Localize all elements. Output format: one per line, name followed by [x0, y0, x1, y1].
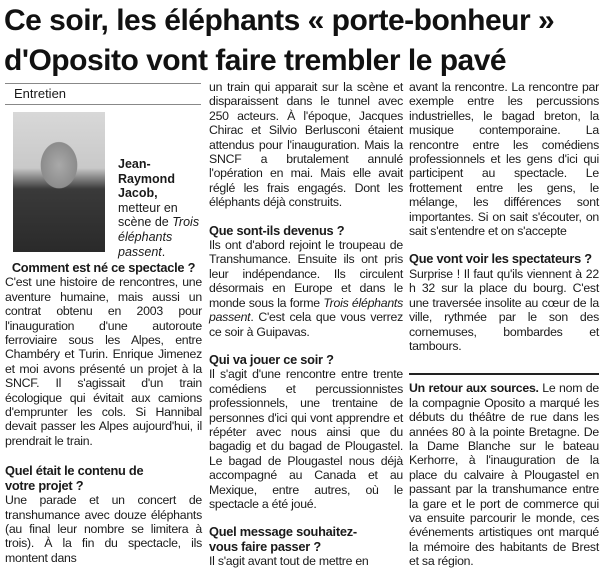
- answer-5: Il s'agit avant tout de mettre en: [209, 554, 369, 569]
- answer-3: [209, 238, 403, 339]
- sidebar-body: Le nom de la compagnie Oposito a marqué les débuts du théâtre de rue dans les années 80 à la pointe Bretagne. De la Dame Blanche sur le bateau Kerhorre, à l'inauguration de la place du calvaire à Plougastel en passant par la transhumance entre la gare et le port de commerce qui va ensuite parcourir le monde, ces événements artistiques ont marqué la mémoire des habitants de Brest et sa région.: [409, 381, 599, 569]
- question-2: Quel était le contenu de votre projet ?: [5, 463, 144, 493]
- question-5: Quel message souhaitez-vous faire passer ?: [209, 524, 357, 554]
- caption-show: Trois éléphants passent: [118, 215, 200, 259]
- caption-end: .: [161, 244, 166, 259]
- answer-3-show-title: Trois éléphants passent: [209, 295, 403, 325]
- caption-role: metteur en scène de: [118, 200, 178, 230]
- answer-5-continued: avant la rencontre. La rencontre par exemple entre les percussions industrielles, le bagad breton, la musique contemporaine. La rencontre entre les comédiens professionnels et les gens d'ici qui participent au spectacle. Le frottement entre les gens, le mélange, les différences sont importantes. Si on sait s'écouter, on sait s'entendre et on s'accepte: [409, 80, 599, 239]
- rubric-bottom-rule: [5, 104, 201, 105]
- answer-2: Une parade et un concert de transhumance avec douze éléphants (au final leur nombre se limitera à trois). À la fin du spectacle, ils montent dans: [5, 493, 202, 565]
- portrait-photo: [13, 112, 105, 252]
- answer-4: Il s'agit d'une rencontre entre trente comédiens et percussionnistes professionnels, une trentaine de personnes d'ici qui vont apprendre et répéter avec nous ainsi que du bagadig et du bagad de Plougastel. Le bagad de Plougastel nous déjà accompagné au Canada et au Mexique, entre autres, où le spectacle a été joué.: [209, 367, 403, 511]
- answer-3-text-end: . C'est cela que vous verrez ce soir à Guipavas.: [209, 310, 403, 339]
- photo-caption: [118, 157, 203, 259]
- question-6: Que vont voir les spectateurs ?: [409, 251, 592, 267]
- answer-3-text: Ils ont d'abord rejoint le troupeau de Transhumance. Ensuite ils ont pris leur indépendance. Ils circulent désormais en Europe et dans le monde sous la forme: [209, 238, 403, 310]
- answer-6: Surprise ! Il faut qu'ils viennent à 22 h 32 sur la place du bourg. C'est une traversée insolite au cœur de la ville, rythmée par le son des cornemuses, bombardes et tambours.: [409, 266, 599, 353]
- answer-1: C'est une histoire de rencontres, une aventure humaine, mais aussi un contrat obtenu en 2003 pour l'inauguration d'une autoroute ferroviaire sous les Alpes, entre Chambéry et Turin. Enrique Jimenez et moi avons présenté un projet à la SNCF. Il s'agissait d'un train écologique qui évitait aux camions d'emprunter les cols. Si Hannibal devait passer les Alpes aujourd'hui, il prendrait le train.: [5, 275, 202, 448]
- question-3: Que sont-ils devenus ?: [209, 222, 345, 238]
- headline-line-1: Ce soir, les éléphants « porte-bonheur »: [4, 4, 555, 37]
- question-1: Comment est né ce spectacle ?: [11, 260, 196, 275]
- answer-2-continued: un train qui apparait sur la scène et disparaissent dans le tunnel avec 250 acteurs. À l'époque, Jacques Chirac et Silvio Berlusconi étaient attendus pour l'inauguration. Mais la SNCF a brutalement annulé l'opération en mai. Mais elle avait réglé les frais engagés. Dont les éléphants déjà construits.: [209, 80, 403, 210]
- column-3: [409, 80, 599, 569]
- sidebar-box: [409, 373, 599, 568]
- caption-name: Jean-Raymond Jacob,: [118, 157, 175, 201]
- column-2: [209, 80, 403, 569]
- rubric-top-rule: [5, 83, 201, 84]
- question-4: Qui va jouer ce soir ?: [209, 351, 334, 367]
- headline-line-2: d'Oposito vont faire trembler le pavé: [4, 44, 507, 77]
- sidebar-lead: Un retour aux sources.: [409, 381, 539, 396]
- sidebar-text: [409, 381, 599, 568]
- column-1: [5, 261, 202, 565]
- rubric-label: Entretien: [14, 86, 67, 101]
